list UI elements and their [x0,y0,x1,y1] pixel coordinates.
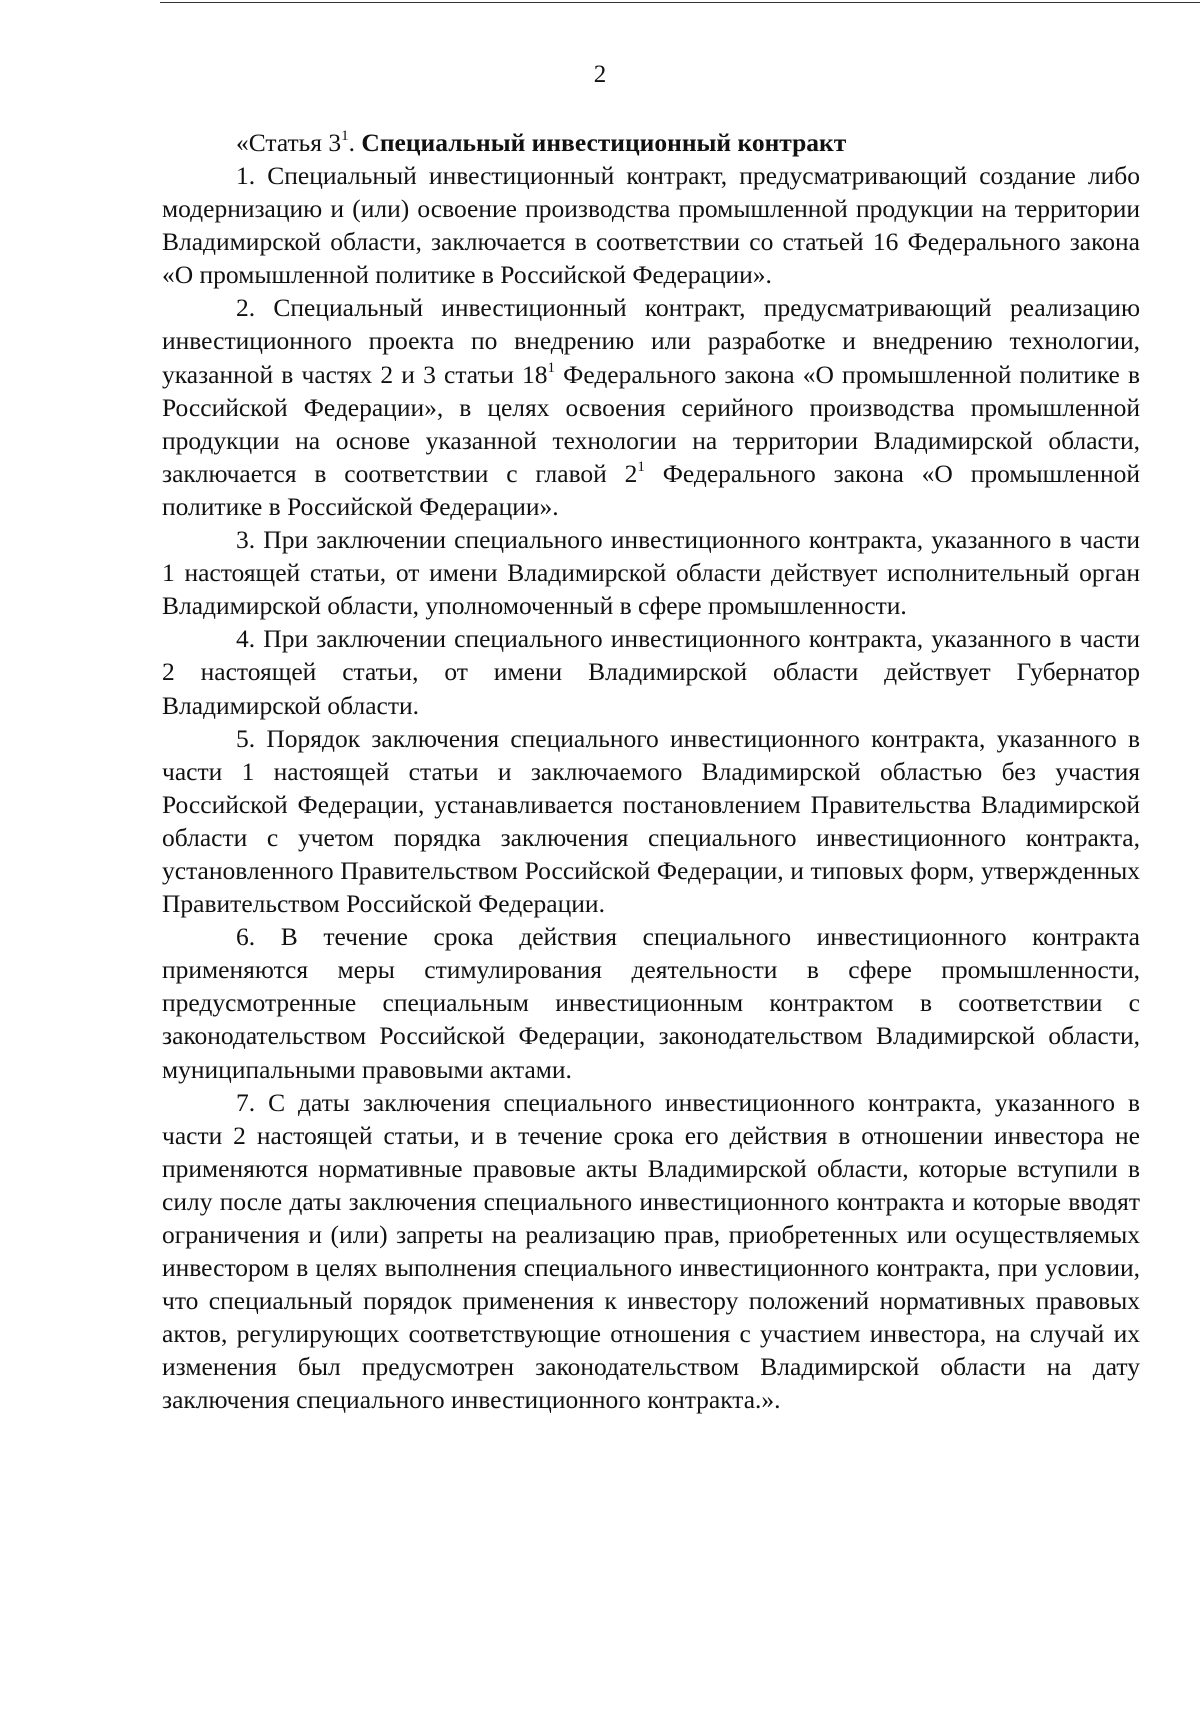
article-title: Специальный инвестиционный контракт [361,128,847,157]
paragraph-2-part-b: Федерального закона «О промышленной политике в Российской Федерации», в целях освоения серийного производства промышленной продукции на основе указанной технологии на территории Владимирской области, заключается в соответствии с главой 2 [162,359,1140,488]
paragraph-2-part-c: Федерального закона «О промышленной политике в Российской Федерации». [162,458,1140,521]
article-prefix: «Статья 3 [236,128,342,157]
paragraph-5: 5. Порядок заключения специального инвестиционного контракта, указанного в части 1 настоящей статьи и заключаемого Владимирской областью без участия Российской Федерации, устанавливается постановлением Правительства Владимирской области с учетом порядка заключения специального инвестиционного контракта, установленного Правительством Российской Федерации, и типовых форм, утвержденных Правительством Российской Федерации. [162,723,1140,919]
paragraph-2-part-a: 2. Специальный инвестиционный контракт, предусматривающий реализацию инвестиционного проекта по внедрению или разработке и внедрению технологии, указанной в частях 2 и 3 статьи 18 [162,293,1140,389]
paragraph-4: 4. При заключении специального инвестиционного контракта, указанного в части 2 настоящей статьи, от имени Владимирской области действует Губернатор Владимирской области. [162,624,1140,720]
paragraph-2-superscript-a: 1 [547,359,556,376]
document-body [162,126,1140,1417]
paragraph-3: 3. При заключении специального инвестиционного контракта, указанного в части 1 настоящей статьи, от имени Владимирской области действует исполнительный орган Владимирской области, уполномоченный в сфере промышленности. [162,525,1140,621]
paragraph-6: 6. В течение срока действия специального инвестиционного контракта применяются меры стимулирования деятельности в сфере промышленности, предусмотренные специальным инвестиционным контрактом в соответствии с законодательством Российской Федерации, законодательством Владимирской области, муниципальными правовыми актами. [162,922,1140,1084]
paragraph-2-superscript-b: 1 [637,458,645,475]
article-heading [162,126,1140,159]
top-border-line [160,2,1200,3]
article-superscript: 1 [341,128,349,144]
paragraph-2 [162,291,1140,523]
paragraph-7: 7. С даты заключения специального инвестиционного контракта, указанного в части 2 настоящей статьи, и в течение срока его действия в отношении инвестора не применяются нормативные правовые акты Владимирской области, которые вступили в силу после даты заключения специального инвестиционного контракта и которые вводят ограничения и (или) запреты на реализацию прав, приобретенных или осуществляемых инвестором в целях выполнения специального инвестиционного контракта, при условии, что специальный порядок применения к инвестору положений нормативных правовых актов, регулирующих соответствующие отношения с участием инвестора, на случай их изменения был предусмотрен законодательством Владимирской области на дату заключения специального инвестиционного контракта.». [162,1087,1140,1415]
paragraph-1: 1. Специальный инвестиционный контракт, предусматривающий создание либо модернизацию и (или) освоение производства промышленной продукции на территории Владимирской области, заключается в соответствии со статьей 16 Федерального закона «О промышленной политике в Российской Федерации». [162,161,1140,290]
page-number: 2 [593,61,607,88]
article-separator: . [348,128,362,157]
